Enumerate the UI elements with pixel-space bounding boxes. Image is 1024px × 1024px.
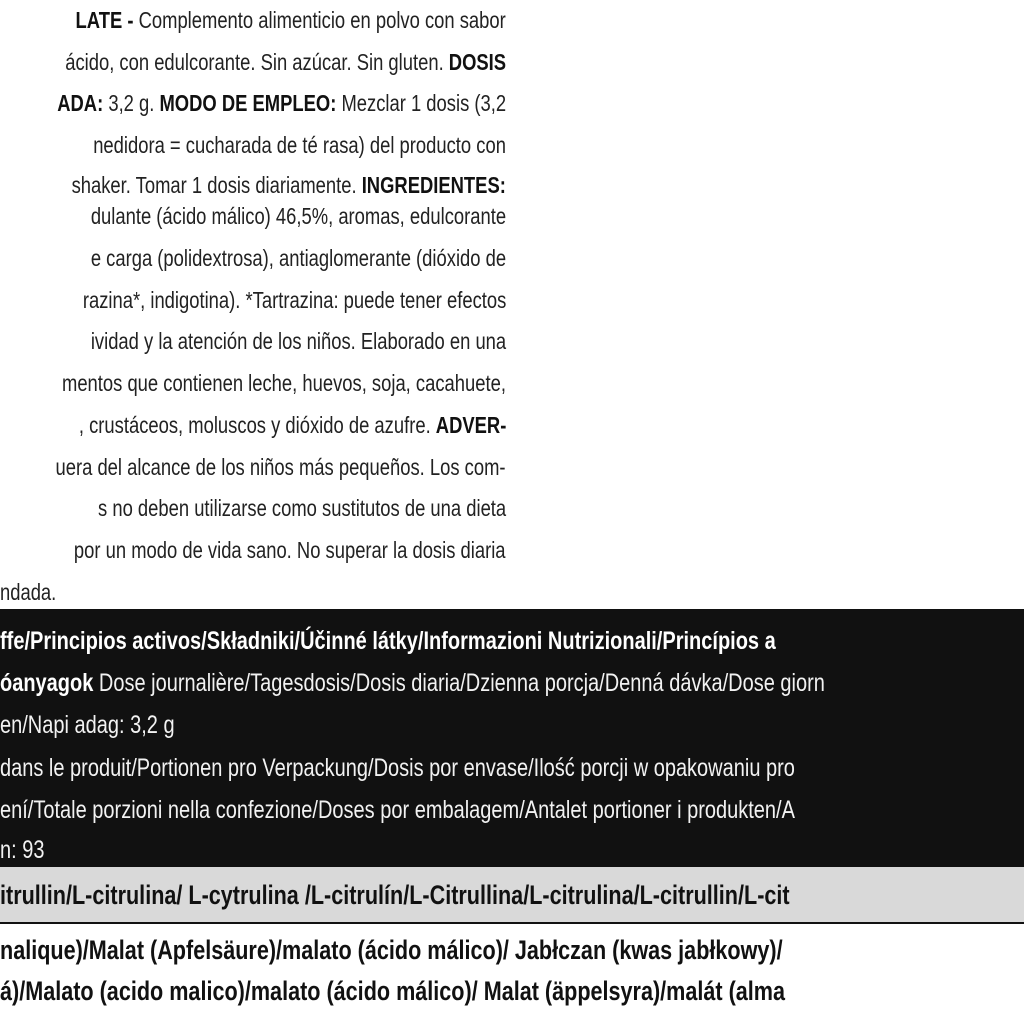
description-line — [91, 201, 506, 231]
description-bold-segment: MODO DE EMPLEO: — [159, 90, 337, 116]
description-line — [79, 410, 506, 440]
description-line — [57, 88, 506, 118]
description-line — [72, 170, 506, 200]
description-line — [91, 243, 506, 273]
daily-dose-heading: óanyagok Dose journalière/Tagesdosis/Dosis diaria/Dzienna porcja/Denná dávka/Dose giorn — [0, 669, 825, 697]
malate-cell: nalique)/Malat (Apfelsäure)/malato (ácido málico)/ Jabłczan (kwas jabłkowy)/ — [0, 935, 783, 965]
description-text-segment: shaker. Tomar 1 dosis diariamente. — [71, 172, 362, 198]
description-text-segment: , crustáceos, moluscos y dióxido de azufre. — [78, 412, 436, 438]
description-line — [56, 452, 506, 482]
description-bold-segment: INGREDIENTES: — [361, 172, 506, 198]
description-text-segment: e carga (polidextrosa), antiaglomerante (dióxido de — [90, 245, 506, 271]
table-row — [0, 924, 1024, 1024]
daily-dose-value: en/Napi adag: 3,2 g — [0, 711, 175, 739]
description-bold-segment: ADA: — [57, 90, 104, 116]
description-text-segment: dulante (ácido málico) 46,5%, aromas, edulcorante — [90, 203, 506, 229]
description-line — [0, 577, 56, 607]
description-line — [62, 368, 506, 398]
servings-per-pack-label: dans le produit/Portionen pro Verpackung/Dosis por envase/Ilość porcji w opakowaniu pro — [0, 754, 795, 782]
description-bold-segment: ADVER- — [435, 412, 506, 438]
description-line — [91, 326, 506, 356]
description-text-segment: s no deben utilizarse como sustitutos de una dieta — [97, 495, 506, 521]
description-line — [74, 535, 506, 565]
description-text-segment: nedidora = cucharada de té rasa) del producto con — [93, 132, 506, 158]
servings-per-pack-label-cont: ení/Totale porzioni nella confezione/Doses por embalagem/Antalet portioner i produkten/A — [0, 796, 795, 824]
description-text-segment: uera del alcance de los niños más pequeños. Los com- — [55, 454, 506, 480]
description-line — [83, 285, 506, 315]
description-text-segment: 3,2 g. — [103, 90, 160, 116]
description-line — [93, 130, 506, 160]
description-text-segment: por un modo de vida sano. No superar la dosis diaria — [74, 537, 506, 563]
description-line — [65, 47, 506, 77]
description-text-segment: Mezclar 1 dosis (3,2 — [336, 90, 506, 116]
description-line — [76, 5, 506, 35]
description-line — [98, 493, 506, 523]
description-text-segment: ndada. — [0, 579, 57, 605]
citrulline-cell: itrullin/L-citrulina/ L-cytrulina /L-citrulín/L-Citrullina/L-citrulina/L-citrullin/L-cit — [0, 880, 790, 910]
table-row — [0, 867, 1024, 922]
description-text-segment: ividad y la atención de los niños. Elaborado en una — [90, 328, 506, 354]
servings-per-pack-value: n: 93 — [0, 836, 45, 864]
description-bold-segment: DOSIS — [448, 49, 506, 75]
description-text-segment: Complemento alimenticio en polvo con sabor — [133, 7, 506, 33]
malate-cell-cont: á)/Malato (acido malico)/malato (ácido málico)/ Malat (äppelsyra)/malát (alma — [0, 976, 786, 1006]
nutrition-header-band — [0, 609, 1024, 867]
active-ingredients-heading: ffe/Principios activos/Składniki/Účinné látky/Informazioni Nutrizionali/Princípios a — [0, 627, 776, 655]
description-text-segment: razina*, indigotina). *Tartrazina: puede tener efectos — [82, 287, 506, 313]
description-bold-segment: LATE - — [75, 7, 134, 33]
description-text-segment: mentos que contienen leche, huevos, soja, cacahuete, — [62, 370, 506, 396]
description-text-segment: ácido, con edulcorante. Sin azúcar. Sin gluten. — [65, 49, 449, 75]
